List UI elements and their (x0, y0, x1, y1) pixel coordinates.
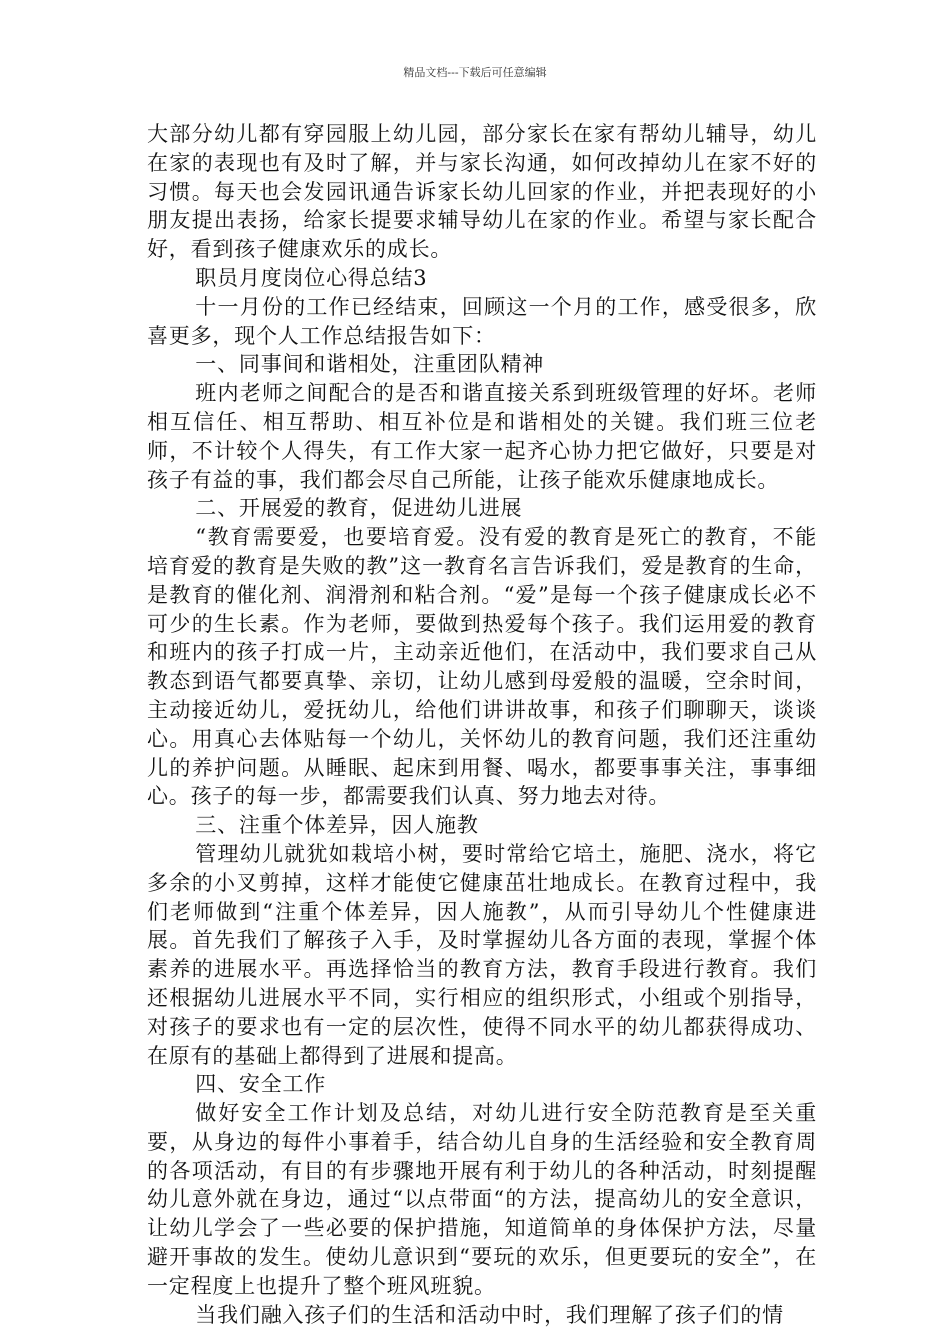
section-heading: 一、同事间和谐相处，注重团队精神 (195, 352, 545, 377)
section-heading: 三、注重个体差异，因人施教 (195, 813, 479, 838)
section-title: 职员月度岗位心得总结3 (195, 265, 428, 290)
paragraph: 大部分幼儿都有穿园服上幼儿园，部分家长在家有帮幼儿辅导，幼儿在家的表现也有及时了解，并与家长沟通，如何改掉幼儿在家不好的习惯。每天也会发园讯通告诉家长幼儿回家的作业，并把表现好的小朋友提出表扬，给家长提要求辅导幼儿在家的作业。希望与家长配合好，看到孩子健康欢乐的成长。 (147, 122, 817, 262)
paragraph: 管理幼儿就犹如栽培小树，要时常给它培土，施肥、浇水，将它多余的小叉剪掉，这样才能使它健康茁壮地成长。在教育过程中，我们老师做到“注重个体差异，因人施教”，从而引导幼儿个性健康进展。首先我们了解孩子入手，及时掌握幼儿各方面的表现，掌握个体素养的进展水平。再选择恰当的教育方法，教育手段进行教育。我们还根据幼儿进展水平不同，实行相应的组织形式，小组或个别指导，对孩子的要求也有一定的层次性，使得不同水平的幼儿都获得成功、在原有的基础上都得到了进展和提高。 (147, 841, 817, 1068)
document-body (147, 120, 817, 1329)
paragraph: 班内老师之间配合的是否和谐直接关系到班级管理的好坏。老师相互信任、相互帮助、相互补位是和谐相处的关键。我们班三位老师，不计较个人得失，有工作大家一起齐心协力把它做好，只要是对孩子有益的事，我们都会尽自己所能，让孩子能欢乐健康地成长。 (147, 381, 817, 492)
paragraph: 做好安全工作计划及总结，对幼儿进行安全防范教育是至关重要，从身边的每件小事着手，结合幼儿自身的生活经验和安全教育周的各项活动，有目的有步骤地开展有利于幼儿的各种活动，时刻提醒幼儿意外就在身边，通过“以点带面“的方法，提高幼儿的安全意识，让幼儿学会了一些必要的保护措施，知道简单的身体保护方法，尽量避开事故的发生。使幼儿意识到“要玩的欢乐，但更要玩的安全”，在一定程度上也提升了整个班风班貌。 (147, 1101, 817, 1298)
paragraph: 十一月份的工作已经结束，回顾这一个月的工作，感受很多，欣喜更多，现个人工作总结报告如下： (147, 294, 817, 348)
section-heading: 四、安全工作 (195, 1072, 327, 1097)
section-heading: 二、开展爱的教育，促进幼儿进展 (195, 496, 523, 521)
paragraph: “教育需要爱，也要培育爱。没有爱的教育是死亡的教育，不能培育爱的教育是失败的教”这一教育名言告诉我们，爱是教育的生命，是教育的催化剂、润滑剂和粘合剂。“爱”是每一个孩子健康成长必不可少的生长素。作为老师，要做到热爱每个孩子。我们运用爱的教育和班内的孩子打成一片，主动亲近他们，在活动中，我们要求自己从教态到语气都要真挚、亲切，让幼儿感到母爱般的温暖，空余时间，主动接近幼儿，爱抚幼儿，给他们讲讲故事，和孩子们聊聊天，谈谈心。用真心去体贴每一个幼儿，关怀幼儿的教育问题，我们还注重幼儿的养护问题。从睡眠、起床到用餐、喝水，都要事事关注，事事细心。孩子的每一步，都需要我们认真、努力地去对待。 (147, 525, 817, 809)
paragraph: 当我们融入孩子们的生活和活动中时，我们理解了孩子们的情 (195, 1302, 784, 1327)
page-header: 精品文档---下载后可任意编辑 (403, 66, 547, 79)
